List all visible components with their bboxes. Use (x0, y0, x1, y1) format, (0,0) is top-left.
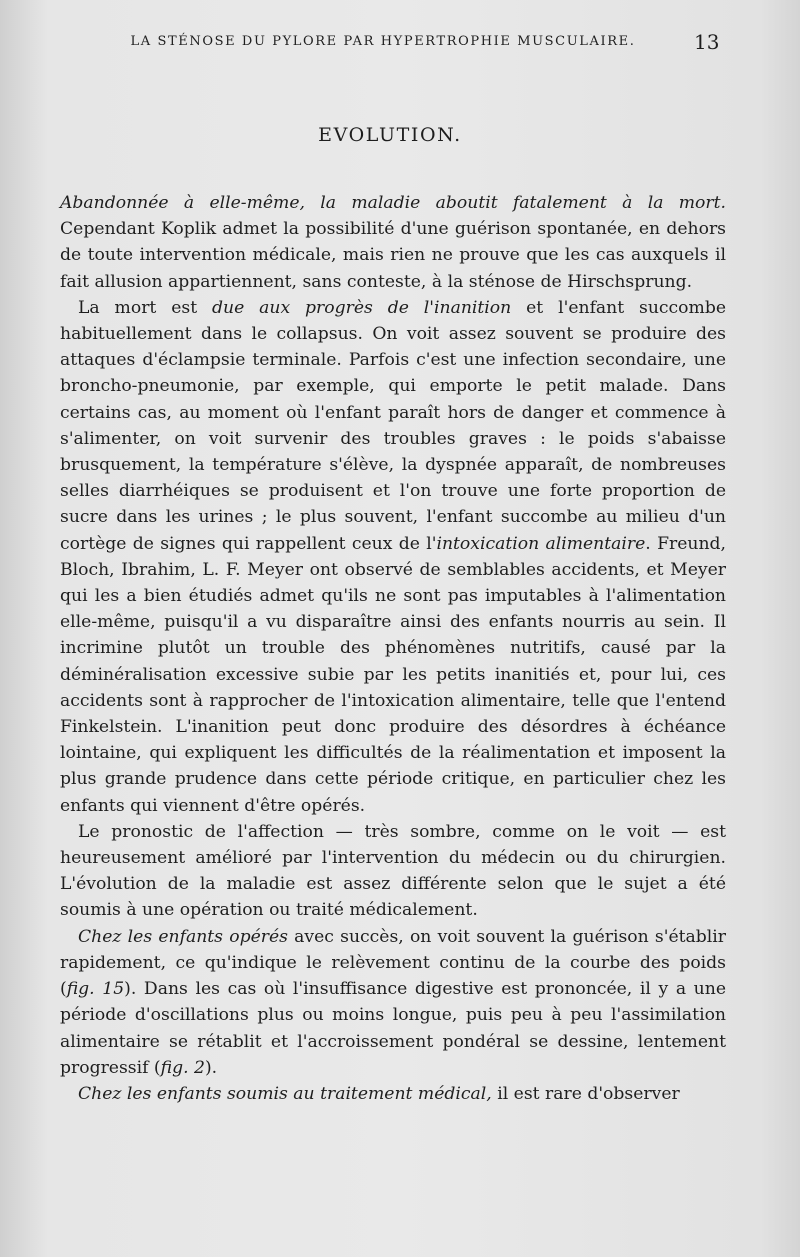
paragraph-1-text: Cependant Koplik admet la possibilité d'une guérison spontanée, en dehors de toute intervention médicale, mais rien ne prouve que les cas auxquels il fait allusion appartiennent, sans conteste, à la sténose de Hirschsprung. (60, 219, 726, 292)
paragraph-4 (60, 924, 726, 1081)
figure-ref-2: fig. 2 (160, 1057, 205, 1078)
paragraph-2 (60, 295, 726, 819)
paragraph-4-text-c: ). (204, 1057, 218, 1078)
paragraph-4-italic: Chez les enfants opérés (78, 926, 288, 947)
paragraph-5 (60, 1081, 726, 1107)
paragraph-5-italic: Chez les enfants soumis au traitement médical, (78, 1083, 492, 1104)
paragraph-2-text-c: . Freund, Bloch, Ibrahim, L. F. Meyer ont observé de semblables accidents, et Meyer qui les a bien étudiés admet qu'ils ne sont pas imputables à l'alimentation elle-même, puisqu'il a vu disparaître ainsi des enfants nourris au sein. Il incrimine plutôt un trouble des phénomènes nutritifs, causé par la déminéralisation excessive subie par les petits inanitiés et, pour lui, ces accidents sont à rapprocher de l'intoxication alimentaire, telle que l'entend Finkelstein. L'inanition peut donc produire des désordres à échéance lointaine, qui expliquent les difficultés de la réalimentation et imposent la plus grande prudence dans cette période critique, en particulier chez les enfants qui viennent d'être opérés. (60, 533, 726, 816)
paragraph-3-text: Le pronostic de l'affection — très sombre, comme on le voit — est heureusement amélioré par l'intervention du médecin ou du chirurgien. L'évolution de la maladie est assez différente selon que le sujet a été soumis à une opération ou traité médicalement. (60, 821, 726, 921)
paragraph-4-text-a: avec succès, on voit souvent la guérison s'établir rapidement, ce qu'indique le relèvement continu de la courbe des poids ( (60, 926, 726, 1000)
paragraph-2-italic-a: due aux progrès de l'inanition (212, 297, 512, 318)
body-text (60, 190, 726, 1107)
paragraph-1 (60, 190, 726, 295)
paragraph-4-text-b: ). Dans les cas où l'insuffisance digestive est prononcée, il y a une période d'oscillations plus ou moins longue, puis peu à peu l'assimilation alimentaire se rétablit et l'accroissement pondéral se dessine, lentement progressif ( (60, 979, 726, 1078)
page-number: 13 (694, 30, 720, 54)
paragraph-5-text: il est rare d'observer (491, 1083, 680, 1104)
paragraph-3 (60, 819, 726, 924)
figure-ref-15: fig. 15 (66, 979, 125, 1000)
paragraph-2-text-b: et l'enfant succombe habituellement dans le collapsus. On voit assez souvent se produire des attaques d'éclampsie terminale. Parfois c'est une infection secondaire, une broncho-pneumonie, par exemple, qui emporte le petit malade. Dans certains cas, au moment où l'enfant paraît hors de danger et commence à s'alimenter, on voit survenir des troubles graves : le poids s'abaisse brusquement, la température s'élève, la dyspnée apparaît, de nombreuses selles diarrhéiques se produisent et l'on trouve une forte proportion de sucre dans les urines ; le plus souvent, l'enfant succombe au milieu d'un cortège de signes qui rappellent ceux de l' (60, 297, 727, 554)
paragraph-2-italic-b: intoxication alimentaire (436, 533, 646, 554)
section-title: EVOLUTION. (318, 124, 462, 146)
running-head: LA STÉNOSE DU PYLORE PAR HYPERTROPHIE MUSCULAIRE. (130, 34, 636, 49)
paragraph-2-text-a: La mort est (78, 297, 213, 318)
paragraph-1-lead: Abandonnée à elle-même, la maladie aboutit fatalement à la mort. (60, 193, 726, 213)
